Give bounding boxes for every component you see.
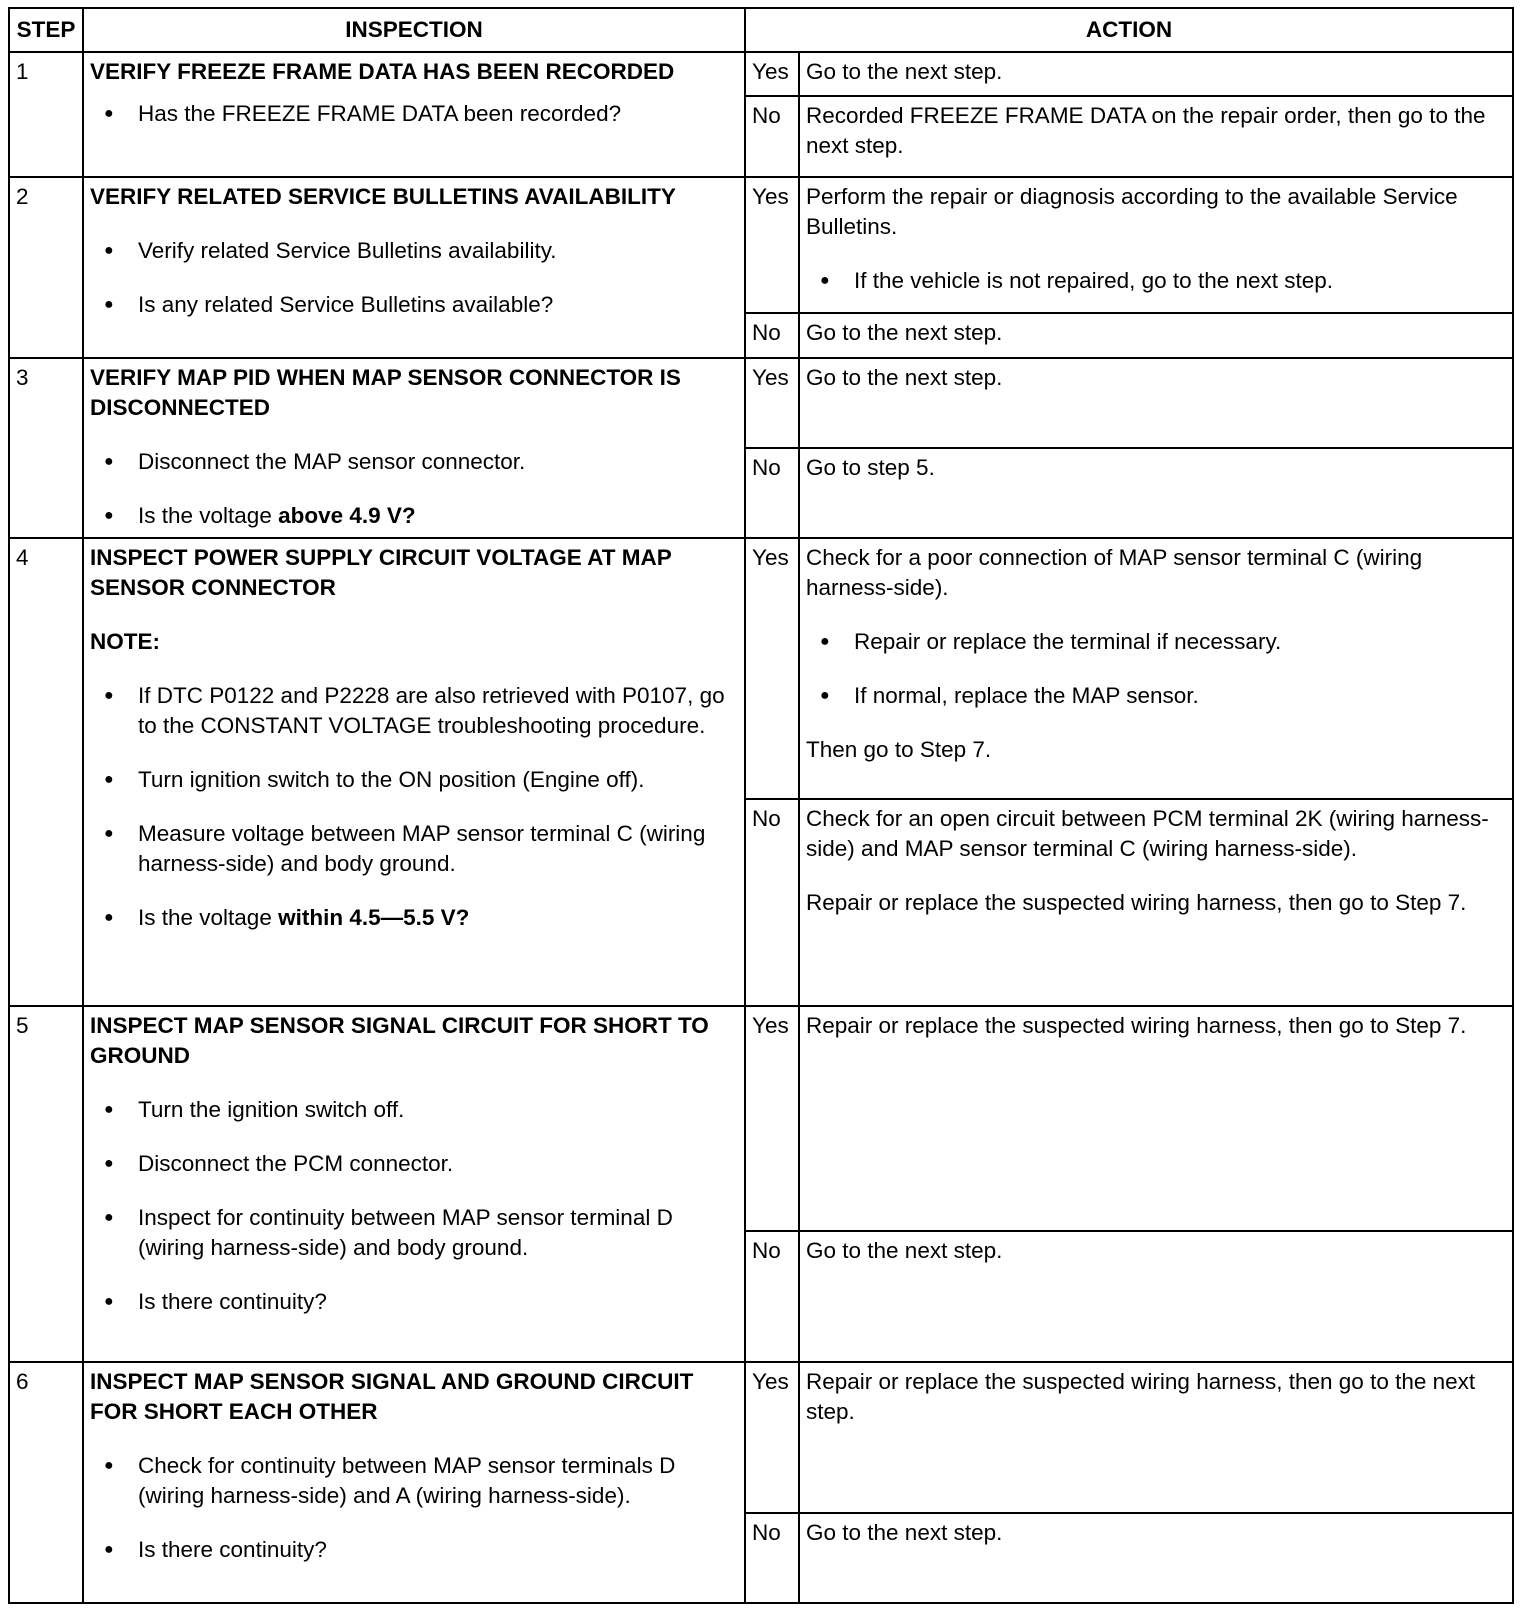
inspection-item: ● Is there continuity? [138,1535,738,1565]
step-title: INSPECT MAP SENSOR SIGNAL AND GROUND CIRCUIT FOR SHORT EACH OTHER [90,1368,694,1424]
inspection-item: ● If DTC P0122 and P2228 are also retrieved with P0107, go to the CONSTANT VOLTAGE troubleshooting procedure. [138,681,738,741]
yes-action [799,52,1513,96]
inspection-list [90,1095,738,1317]
action-text: Repair or replace the suspected wiring harness, then go to the next step. [806,1368,1476,1424]
inspection-item: ● Has the FREEZE FRAME DATA been recorded? [138,99,738,129]
yes-action [799,358,1513,448]
no-label: No [745,313,799,357]
inspection-list [90,236,738,320]
inspection-header: INSPECTION [83,8,745,52]
action-list [806,266,1506,296]
step-number: 1 [9,52,83,177]
no-action [799,313,1513,357]
step-2-yes-row [9,177,1513,314]
question-value: within 4.5—5.5 V? [278,905,470,931]
no-label: No [745,1231,799,1362]
inspection-list [90,1451,738,1565]
inspection-item: ● Disconnect the MAP sensor connector. [138,447,738,477]
step-4-yes-row [9,538,1513,799]
inspection-list [90,681,738,933]
inspection-item: ● Turn the ignition switch off. [138,1095,738,1125]
inspection-list [90,99,738,129]
yes-action [799,177,1513,314]
action-text: Go to the next step. [806,59,1003,85]
inspection-cell [83,52,745,177]
inspection-item: ● Check for continuity between MAP sensor terminals D (wiring harness-side) and A (wiring harness-side). [138,1451,738,1511]
action-text: Check for an open circuit between PCM terminal 2K (wiring harness-side) and MAP sensor terminal C (wiring harness-side). [806,806,1489,862]
no-action [799,1231,1513,1362]
no-action [799,1513,1513,1603]
step-title: INSPECT MAP SENSOR SIGNAL CIRCUIT FOR SHORT TO GROUND [90,1013,709,1069]
action-text: Repair or replace the suspected wiring harness, then go to Step 7. [806,1013,1467,1039]
step-header: STEP [9,8,83,52]
action-text: Go to step 5. [806,454,935,480]
step-title: INSPECT POWER SUPPLY CIRCUIT VOLTAGE AT MAP SENSOR CONNECTOR [90,545,672,601]
action-text: Repair or replace the suspected wiring harness, then go to Step 7. [806,890,1467,916]
no-action [799,448,1513,538]
step-title: VERIFY FREEZE FRAME DATA HAS BEEN RECORDED [90,59,675,85]
inspection-cell [83,1006,745,1362]
inspection-question: ● Is the voltage within 4.5—5.5 V? [138,903,738,933]
action-text: Go to the next step. [806,1519,1003,1545]
inspection-cell [83,177,745,358]
inspection-item: ● Verify related Service Bulletins availability. [138,236,738,266]
step-number: 2 [9,177,83,358]
inspection-cell [83,1362,745,1603]
action-text: Go to the next step. [806,364,1003,390]
action-item: ● If the vehicle is not repaired, go to the next step. [854,266,1506,296]
inspection-cell [83,538,745,1006]
diagnostic-table [8,7,1514,1604]
inspection-question: ● Is the voltage above 4.9 V? [138,501,738,531]
yes-label: Yes [745,1006,799,1231]
step-1-yes-row [9,52,1513,96]
inspection-list [90,447,738,531]
action-text: Go to the next step. [806,1238,1003,1264]
inspection-cell [83,358,745,539]
inspection-item: ● Turn ignition switch to the ON position (Engine off). [138,765,738,795]
step-6-yes-row [9,1362,1513,1513]
yes-label: Yes [745,358,799,448]
inspection-item: ● Measure voltage between MAP sensor terminal C (wiring harness-side) and body ground. [138,819,738,879]
step-number: 3 [9,358,83,539]
no-label: No [745,96,799,176]
action-item: ● Repair or replace the terminal if necessary. [854,627,1506,657]
no-action [799,799,1513,1006]
step-5-yes-row [9,1006,1513,1231]
step-title: VERIFY RELATED SERVICE BULLETINS AVAILABILITY [90,183,676,209]
action-text: Go to the next step. [806,320,1003,346]
no-label: No [745,799,799,1006]
question-value: above 4.9 V? [278,502,416,528]
action-text: Recorded FREEZE FRAME DATA on the repair order, then go to the next step. [806,103,1486,159]
yes-action [799,1362,1513,1513]
action-text: Then go to Step 7. [806,737,992,763]
yes-label: Yes [745,1362,799,1513]
inspection-item: ● Is any related Service Bulletins available? [138,290,738,320]
action-text: Perform the repair or diagnosis according to the available Service Bulletins. [806,183,1458,239]
header-row [9,8,1513,52]
action-header: ACTION [745,8,1513,52]
step-number: 6 [9,1362,83,1603]
yes-action [799,538,1513,799]
no-label: No [745,448,799,538]
no-label: No [745,1513,799,1603]
yes-label: Yes [745,177,799,314]
yes-label: Yes [745,538,799,799]
step-3-yes-row [9,358,1513,448]
yes-label: Yes [745,52,799,96]
action-item: ● If normal, replace the MAP sensor. [854,681,1506,711]
inspection-item: ● Is there continuity? [138,1287,738,1317]
yes-action [799,1006,1513,1231]
inspection-item: ● Disconnect the PCM connector. [138,1149,738,1179]
step-number: 5 [9,1006,83,1362]
step-title: VERIFY MAP PID WHEN MAP SENSOR CONNECTOR IS DISCONNECTED [90,364,681,420]
action-text: Check for a poor connection of MAP sensor terminal C (wiring harness-side). [806,545,1423,601]
step-number: 4 [9,538,83,1006]
inspection-item: ● Inspect for continuity between MAP sensor terminal D (wiring harness-side) and body ground. [138,1203,738,1263]
note-label: NOTE: [90,629,160,655]
action-list [806,627,1506,711]
no-action [799,96,1513,176]
